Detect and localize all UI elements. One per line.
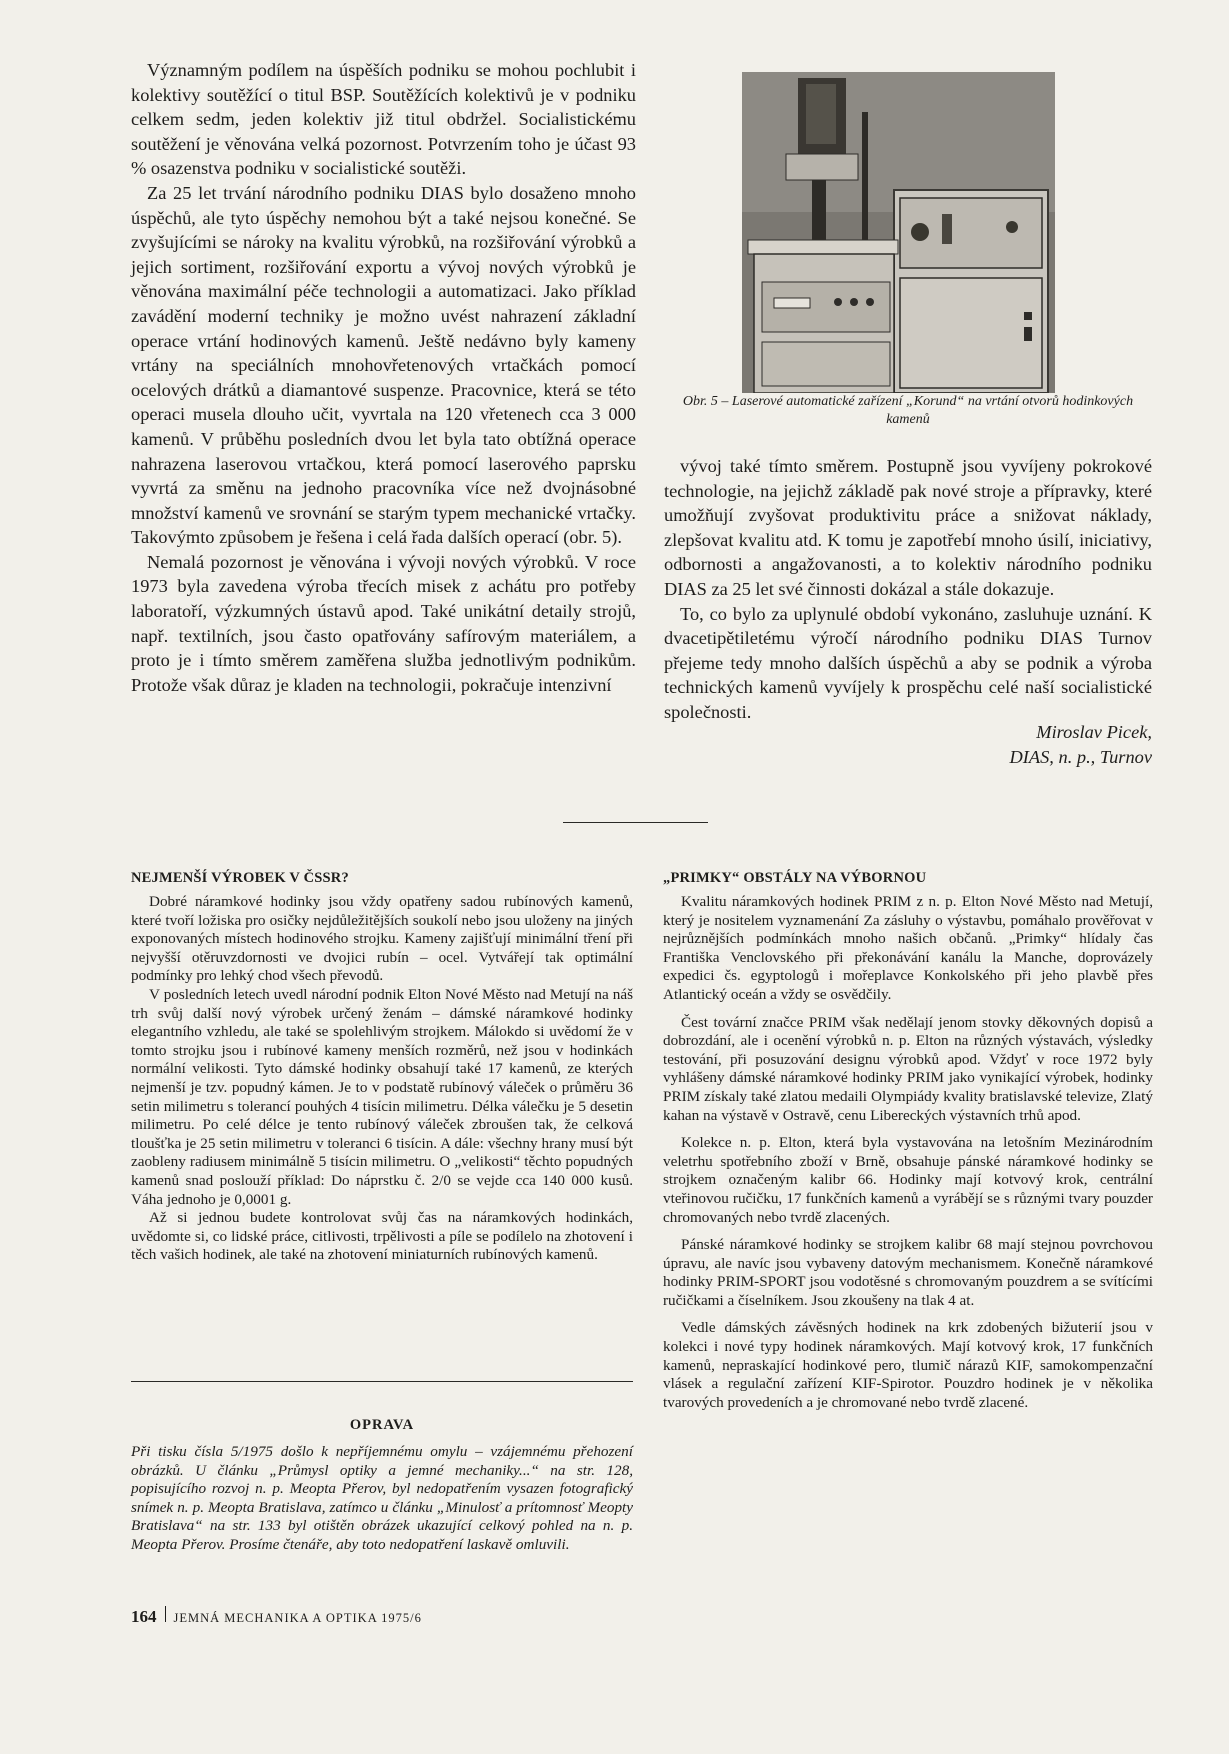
paragraph: Čest tovární značce PRIM však nedělají jenom stovky děkovných dopisů a dobrozdání, ale i ocenění výrobků n. p. Elton na různých výstavách, výsledky testování, při posuzování designu výrobků apod. Vždyť v roce 1972 byly vyhlášeny dámské náramkové hodinky PRIM jako vynikající výrobek, hodinky PRIM získaly také zlatou medaili Olympiády kvality bratislavské televize, Zlatý kahan na výstavě v Ostravě, cenu Libereckých výstavních trhů apod. <box>663 1013 1153 1124</box>
machine-photo-illustration <box>742 72 1055 393</box>
article-continuation-left-column <box>131 58 636 697</box>
page-footer <box>131 1606 422 1627</box>
paragraph: Kvalitu náramkových hodinek PRIM z n. p. Elton Nové Město nad Metují, který je nositelem vyznamenání Za zásluhy o výstavbu, pomáhalo prověřovat v nejrůznějších podmínkách mnoho našich občanů. „Primky“ hlídaly čas Františka Venclovského při překonávání kanálu la Manche, doprovázely expedici čs. egyptologů i mořeplavce Konkolského při jeho plavbě přes Atlantický oceán a vždy se osvědčily. <box>663 893 1153 1003</box>
oprava-divider <box>131 1381 633 1382</box>
paragraph: Až si jednou budete kontrolovat svůj čas na náramkových hodinkách, uvědomte si, co lidské práce, citlivosti, trpělivosti a píle se podílelo na zhotovení i těch vašich hodinek, ale také na zhotovení miniaturních rubínových kamenů. <box>131 1209 633 1264</box>
author-organization: DIAS, n. p., Turnov <box>1009 746 1152 767</box>
author-name: Miroslav Picek, <box>1036 722 1152 742</box>
oprava-notice: Při tisku čísla 5/1975 došlo k nepříjemnému omylu – vzájemnému přehození obrázků. U článku „Průmysl optiky a jemné mechaniky...“ na str. 128, popisujícího rozvoj n. p. Meopta Přerov, byl nedopatřením vysazen fotografický snímek n. p. Meopta Bratislava, zatímco u článku „Minulosť a prítomnosť Meopty Bratislava“ na str. 133 byl otištěn obrázek ukazující celkový pohled na n. p. Meopta Přerov. Prosíme čtenáře, aby toto nedopatření laskavě omluvili. <box>131 1443 633 1553</box>
paragraph: V posledních letech uvedl národní podnik Elton Nové Město nad Metují na náš trh svůj další nový výrobek určený ženám – dámské náramkové hodinky elegantního vzhledu, ale také se spolehlivým strojkem. Málokdo si uvědomí že v tomto strojku jsou i rubínové kameny menších rozměrů, než jsou v hodinkách normální velikosti. Tyto dámské hodinky obsahují také 17 kamenů, ze kterých nejmenší je tzv. popudný kámen. Je to v podstatě rubínový váleček o průměru 36 setin milimetru s tolerancí pouhých 4 tisícin milimetru. Délka válečku je 5 desetin milimetru. Po celé délce je tento rubínový váleček zbroušen tak, že celková tloušťka je 25 setin milimetru v toleranci 6 tisícin. A dále: všechny hrany musí být zaobleny radiusem minimálně 5 tisícin milimetru. O „velikosti“ těchto popudných kamenů snad poslouží příklad: Do náprstku č. 2/0 se vejde cca 140 000 kusů. Váha jednoho je 0,0001 g. <box>131 985 633 1208</box>
right-article-title: „PRIMKY“ OBSTÁLY NA VÝBORNOU <box>663 870 927 886</box>
right-article-body <box>663 893 1153 1412</box>
paragraph: Dobré náramkové hodinky jsou vždy opatřeny sadou rubínových kamenů, které tvoří ložiska pro osičky nejdůležitějších soukolí nebo jsou uloženy na jiných exponovaných místech hodinového strojku. Kameny zajišťují minimální tření při nejvyšší otěruvzdornosti ve dvojici rubín – ocel. Vytvářejí tak optimální podmínky pro lehký chod všech převodů. <box>131 893 633 985</box>
paragraph: Nemalá pozornost je věnována i vývoji nových výrobků. V roce 1973 byla zavedena výroba třecích misek z achátu pro potřeby laboratoří, výzkumných ústavů apod. Také unikátní detaily strojů, např. textilních, jsou často opatřovány safírovým materiálem, a proto je i tímto směrem zaměřena služba jednotlivým podnikům. Protože však důraz je kladen na technologii, pokračuje intenzivní <box>131 551 636 695</box>
footer-separator <box>165 1606 166 1622</box>
paragraph: Pánské náramkové hodinky se strojkem kalibr 68 mají stejnou povrchovou úpravu, ale navíc jsou vybaveny datovým mechanismem. Konečně náramkové hodinky PRIM-SPORT jsou vodotěsné s chromovaným pouzdrem a se svítícími ručičkami a číselníkem. Jsou zkoušeny na tlak 4 at. <box>663 1236 1153 1309</box>
paragraph: To, co bylo za uplynulé období vykonáno, zasluhuje uznání. K dvacetipětiletému výročí národního podniku DIAS Turnov přejeme tedy mnoho dalších úspěchů a aby se podnik a výroba technických kamenů vyvíjely k prospěchu celé naší socialistické společnosti. <box>664 603 1152 722</box>
figure-caption: Obr. 5 – Laserové automatické zařízení „Korund“ na vrtání otvorů hodinkových kamenů <box>682 394 1134 427</box>
paragraph: Významným podílem na úspěších podniku se mohou pochlubit i kolektivy soutěžící o titul BSP. Soutěžících kolektivů je v podniku celkem sedm, jeden kolektiv již titul obdržel. Socialistickému soutěžení je věnována velká pozornost. Potvrzením toho je účast 93 % osazenstva podniku v socialistické soutěži. <box>131 60 636 179</box>
oprava-title: OPRAVA <box>349 1417 415 1433</box>
journal-name: JEMNÁ MECHANIKA A OPTIKA 1975/6 <box>173 1611 422 1625</box>
author-signature <box>664 720 1152 769</box>
paragraph: Vedle dámských závěsných hodinek na krk zdobených bižuterií jsou v kolekci i nové typy hodinek náramkových. Mají kotvový krok, 17 funkčních kamenů, nepraskající hodinkové pero, tlumič nárazů KIF, samokompenzační vlásek a regulační zařízení KIF-Spirotor. Pouzdro hodinek je v několika tvarových provedeních a je chromované nebo tvrdě zlacené. <box>663 1319 1153 1411</box>
section-divider <box>563 822 708 823</box>
left-article-title: NEJMENŠÍ VÝROBEK V ČSSR? <box>131 870 349 886</box>
left-article-body <box>131 893 633 1265</box>
laser-drilling-machine-photo <box>742 72 1055 393</box>
paragraph: Kolekce n. p. Elton, která byla vystavována na letošním Mezinárodním veletrhu spotřebního zboží v Brně, obsahuje pánské náramkové hodinky se strojkem označeným kalibr 66. Hodinky mají kotvový krok, centrální vteřinovou ručičku, 17 funkčních kamenů a vyrábějí se s různými tvary pouzder chromovaných nebo tvrdě zlacených. <box>663 1134 1153 1226</box>
paragraph: vývoj také tímto směrem. Postupně jsou vyvíjeny pokrokové technologie, na jejichž základě pak nové stroje a přípravky, které umožňují zvyšovat produktivitu práce a snižovat náklady, zlepšovat kvalitu atd. K tomu je zapotřebí mnoho úsilí, iniciativy, odbornosti a angažovanosti, a to kolektiv národního podniku DIAS za 25 let své činnosti dokázal a stále dokazuje. <box>664 456 1152 599</box>
article-continuation-right-column <box>664 454 1152 725</box>
page-number: 164 <box>131 1607 157 1626</box>
paragraph: Za 25 let trvání národního podniku DIAS bylo dosaženo mnoho úspěchů, ale tyto úspěchy nemohou být a také nejsou konečné. Se zvyšujícími se nároky na kvalitu výrobků, na rozšiřování výrobků a jejich sortiment, rozšiřování exportu a vývoj nových výrobků je věnována maximální péče technologii a automatizaci. Jako příklad zavádění moderní techniky je možno uvést nahrazení základní operace vrtání hodinových kamenů. Ještě nedávno byly kameny vrtány na speciálních mnohovřetenových vrtačkách pomocí ocelových drátků a diamantové suspenze. Pracovnice, která se této operaci musela dlouho učit, vyvrtala na 120 vřetenech cca 3 000 kamenů. V průběhu posledních dvou let byla tato obtížná operace nahrazena laserovou vrtačkou, která pomocí laserového paprsku vyvrtá za směnu na jednoho pracovníka více než dvojnásobné množství kamenů ve srovnání se starým typem mechanické vrtačky. Takovýmto způsobem je řešena i celá řada dalších operací (obr. 5). <box>131 182 636 548</box>
